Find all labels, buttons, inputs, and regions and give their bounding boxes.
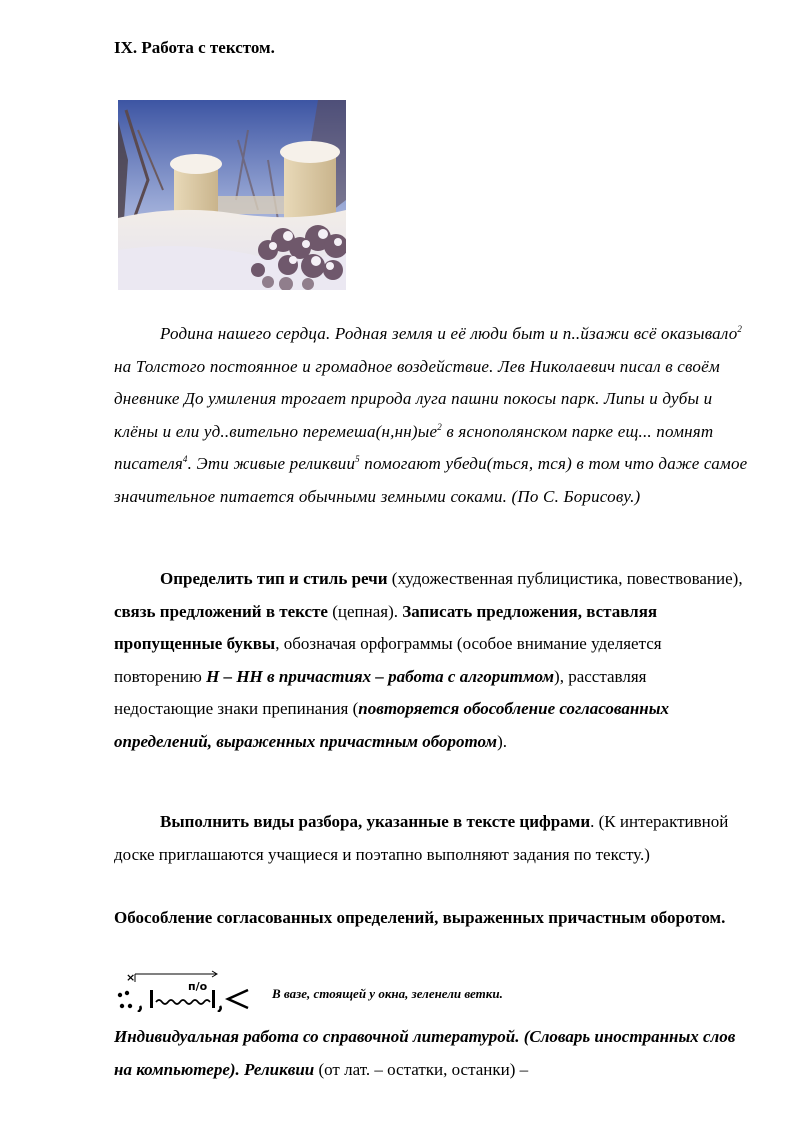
scheme-label: п/о [188,980,208,993]
task-text: . (К интерактивной доске приглашаются учащиеся и поэтапно выполняют задания по тексту.) [114,812,729,864]
task-paragraph-2 [114,806,744,871]
source-text-part: Родина нашего сердца. Родная земля и её люди быт и п..йзажи всё оказывало [160,324,738,343]
section-heading: IX. Работа с текстом. [114,38,275,57]
task-paragraph-1 [114,563,744,758]
source-text-part: . Эти живые реликвии [187,454,356,473]
task-paragraph-3 [114,1020,744,1086]
scheme-mark-x: × [126,971,136,984]
task-text: ), расставляя недостающие знаки препинания ( [114,666,647,718]
term-reliquiae: Реликвии [244,1060,315,1079]
topic-heading: Обособление согласованных определений, выраженных причастным оборотом. [114,908,726,927]
source-text-part: помогают убеди(ться, тся) в том что даже самое значительное питается обычными земными соками. (По С. Борисову.) [114,454,748,506]
task-text: (цепная). [327,601,403,621]
footnote-mark: 5 [355,454,360,464]
task-text-bold-italic: повторяется обособление согласованных определений, выраженных причастным оборотом [114,699,670,751]
footnote-mark: 4 [182,454,188,464]
task-text: (от лат. – остатки, останки) – [314,1060,529,1079]
task-text-bold: Записать предложения, вставляя пропущенные буквы [114,601,658,653]
footnote-mark: 2 [737,324,743,334]
task-text-bold: Выполнить виды разбора, указанные в тексте цифрами [160,812,591,831]
task-text-bold: связь предложений в тексте [114,601,328,621]
source-text [114,318,754,513]
source-text-part: на Толстого постоянное и громадное воздействие. Лев Николаевич писал в своём дневнике До умиления трогает природа луга пашни покосы парк. Липы и дубы и клёны и ели уд..вительно перемеша(н,нн)ые [114,356,720,441]
sentence-scheme-diagram [116,968,276,1012]
footnote-mark: 2 [437,421,442,432]
task-text: ). [497,731,507,751]
task-text-bold-italic: Н – НН в причастиях – работа с алгоритмом [206,666,555,686]
source-text-part: в яснополянском парке ещ... помнят писателя [114,421,714,473]
task-text-bold-italic: Индивидуальная работа со справочной литературой. (Словарь иностранных слов на компьютере). [114,1027,736,1079]
example-sentence: В вазе, стоящей у окна, зеленели ветки. [272,986,503,1001]
task-text: (художественная публицистика, повествование), [387,569,743,588]
winter-park-gate-photo [118,100,346,290]
task-text: , обозначая орфограммы (особое внимание уделяется повторению [114,634,662,686]
task-text-bold: Определить тип и стиль речи [160,569,388,588]
